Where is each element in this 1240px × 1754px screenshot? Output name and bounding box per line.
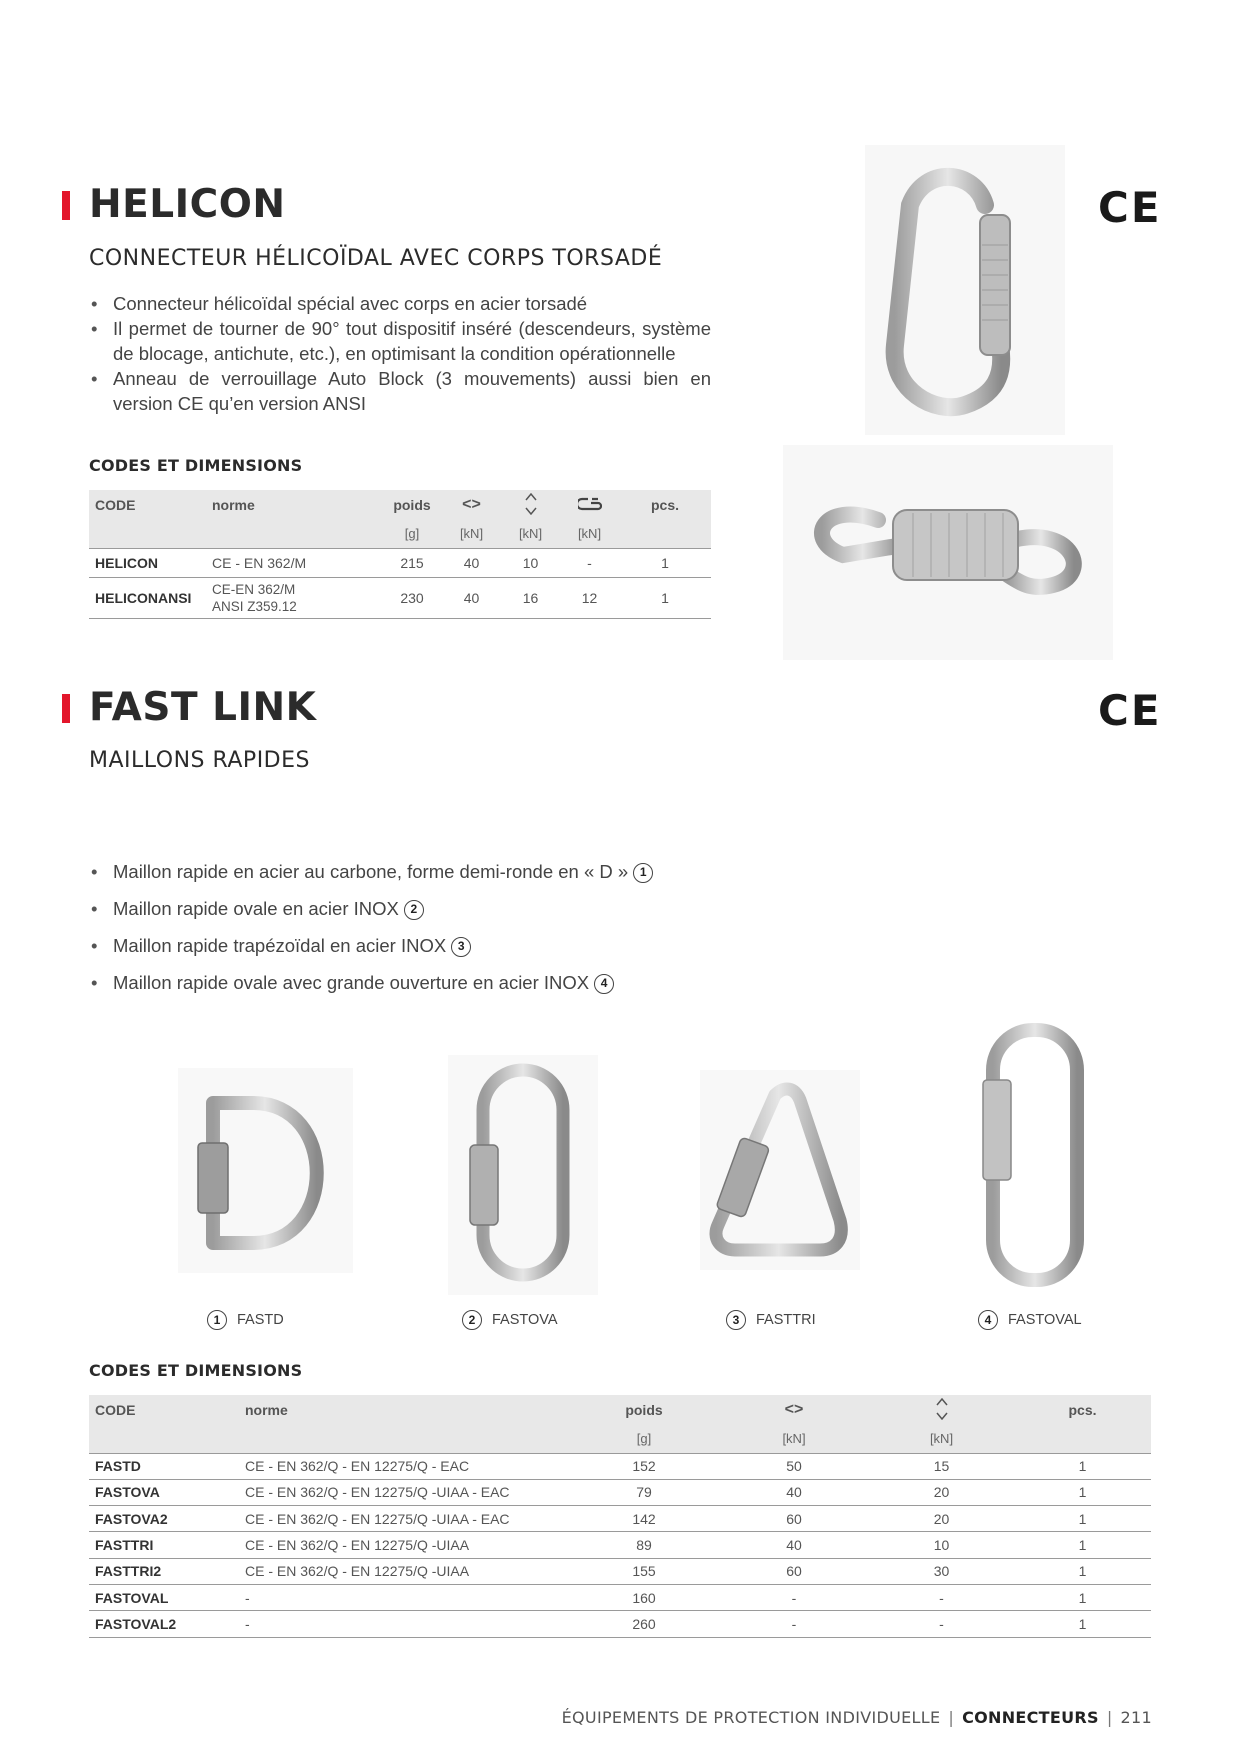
cell-kn: - — [719, 1611, 869, 1637]
cell-norme: CE - EN 362/Q - EN 12275/Q -UIAA — [239, 1558, 569, 1584]
list-item — [89, 890, 789, 927]
cell-norme: CE - EN 362/Q - EN 12275/Q -UIAA — [239, 1532, 569, 1558]
section-title-helicon: HELICON — [89, 182, 286, 227]
cell-norme — [206, 577, 382, 618]
footer-section: ÉQUIPEMENTS DE PROTECTION INDIVIDUELLE — [561, 1708, 941, 1727]
cell-kn: 40 — [719, 1532, 869, 1558]
feature-text: Maillon rapide en acier au carbone, forme demi-ronde en « D » — [113, 861, 629, 882]
cell-norme: CE - EN 362/Q - EN 12275/Q -UIAA - EAC — [239, 1479, 569, 1505]
ce-mark: CE — [1098, 686, 1162, 735]
section-accent-bar — [62, 694, 70, 723]
list-item — [89, 853, 789, 890]
major-axis-icon — [501, 490, 560, 520]
col-header-poids: poids — [393, 497, 431, 513]
col-header-norme: norme — [212, 497, 255, 513]
fastlink-spec-table — [89, 1395, 1151, 1638]
cell-norme: CE - EN 362/Q - EN 12275/Q - EAC — [239, 1453, 569, 1479]
cell-kn: 40 — [442, 548, 501, 577]
section-accent-bar — [62, 191, 70, 220]
major-axis-icon — [869, 1395, 1014, 1425]
product-label: FASTOVAL — [1008, 1312, 1082, 1328]
col-header-pcs: pcs. — [650, 497, 679, 513]
cell-code: HELICONANSI — [89, 577, 206, 618]
table-row — [89, 1611, 1151, 1637]
cell-norme: - — [239, 1611, 569, 1637]
table-row — [89, 548, 711, 577]
norme-line: CE-EN 362/M — [212, 581, 296, 597]
cell-poids: 215 — [382, 548, 442, 577]
cell-pcs: 1 — [1014, 1584, 1151, 1610]
footer-category: CONNECTEURS — [962, 1708, 1099, 1727]
cell-code: FASTOVAL2 — [89, 1611, 239, 1637]
page-number: 211 — [1120, 1708, 1152, 1727]
cell-pcs: 1 — [1014, 1453, 1151, 1479]
fastd-photo — [178, 1068, 353, 1273]
feature-text: Maillon rapide ovale avec grande ouverture en acier INOX — [113, 972, 590, 993]
fastlink-features — [89, 853, 789, 1001]
cell-kn: 30 — [869, 1558, 1014, 1584]
cell-poids: 152 — [569, 1453, 719, 1479]
norme-line: ANSI Z359.12 — [212, 598, 297, 614]
unit-kn: [kN] — [560, 520, 619, 548]
table-row — [89, 577, 711, 618]
item-number-badge: 1 — [207, 1310, 227, 1330]
product-label-fastd — [207, 1310, 284, 1330]
item-number-badge: 1 — [633, 863, 653, 883]
codes-heading: CODES ET DIMENSIONS — [89, 1361, 303, 1380]
cell-kn: 15 — [869, 1453, 1014, 1479]
cell-kn: 10 — [501, 548, 560, 577]
cell-kn: 16 — [501, 577, 560, 618]
helicon-carabiner-side-photo — [783, 445, 1113, 660]
col-header-minor-axis: <> — [462, 496, 481, 513]
cell-pcs: 1 — [1014, 1479, 1151, 1505]
cell-kn: 60 — [719, 1506, 869, 1532]
section-subtitle-fastlink: MAILLONS RAPIDES — [89, 748, 310, 773]
list-item: • Connecteur hélicoïdal spécial avec corps en acier torsadé — [89, 291, 711, 316]
cell-pcs: 1 — [1014, 1506, 1151, 1532]
fasttri-photo — [700, 1070, 860, 1270]
cell-poids: 79 — [569, 1479, 719, 1505]
gate-icon — [560, 490, 619, 520]
col-header-poids: poids — [625, 1402, 663, 1418]
cell-kn: 20 — [869, 1506, 1014, 1532]
cell-kn: 60 — [719, 1558, 869, 1584]
cell-code: FASTOVA — [89, 1479, 239, 1505]
item-number-badge: 2 — [462, 1310, 482, 1330]
ce-mark: CE — [1098, 183, 1162, 232]
cell-code: FASTD — [89, 1453, 239, 1479]
item-number-badge: 4 — [978, 1310, 998, 1330]
cell-poids: 230 — [382, 577, 442, 618]
cell-kn: 20 — [869, 1479, 1014, 1505]
cell-pcs: 1 — [1014, 1611, 1151, 1637]
cell-kn: 10 — [869, 1532, 1014, 1558]
list-item: • Il permet de tourner de 90° tout dispositif inséré (descendeurs, système de blocage, antichute, etc.), en optimisant la condition opérationnelle — [89, 316, 711, 366]
cell-kn: - — [719, 1584, 869, 1610]
cell-norme: CE - EN 362/M — [206, 548, 382, 577]
cell-kn: 40 — [442, 577, 501, 618]
cell-poids: 142 — [569, 1506, 719, 1532]
item-number-badge: 2 — [404, 900, 424, 920]
fastoval-photo — [975, 1020, 1095, 1288]
table-row — [89, 1479, 1151, 1505]
cell-poids: 260 — [569, 1611, 719, 1637]
table-row — [89, 1532, 1151, 1558]
cell-kn: - — [560, 548, 619, 577]
table-row — [89, 1506, 1151, 1532]
col-header-minor-axis: <> — [784, 1401, 804, 1418]
cell-kn: - — [869, 1584, 1014, 1610]
section-subtitle-helicon: CONNECTEUR HÉLICOÏDAL AVEC CORPS TORSADÉ — [89, 246, 663, 271]
codes-heading: CODES ET DIMENSIONS — [89, 456, 303, 475]
unit-kn: [kN] — [869, 1425, 1014, 1453]
product-label-fastova — [462, 1310, 558, 1330]
unit-poids: [g] — [569, 1425, 719, 1453]
unit-poids: [g] — [382, 520, 442, 548]
product-label: FASTD — [237, 1312, 284, 1328]
cell-pcs: 1 — [1014, 1558, 1151, 1584]
cell-code: FASTTRI2 — [89, 1558, 239, 1584]
unit-kn: [kN] — [719, 1425, 869, 1453]
cell-kn: 12 — [560, 577, 619, 618]
unit-kn: [kN] — [501, 520, 560, 548]
product-label: FASTOVA — [492, 1312, 558, 1328]
table-row — [89, 1584, 1151, 1610]
item-number-badge: 4 — [594, 974, 614, 994]
item-number-badge: 3 — [451, 937, 471, 957]
fastova-photo — [448, 1055, 598, 1295]
table-row — [89, 1558, 1151, 1584]
helicon-features — [89, 291, 711, 416]
helicon-spec-table — [89, 490, 711, 619]
list-item — [89, 927, 789, 964]
cell-pcs: 1 — [619, 548, 711, 577]
cell-kn: - — [869, 1611, 1014, 1637]
cell-pcs: 1 — [619, 577, 711, 618]
cell-kn: 50 — [719, 1453, 869, 1479]
cell-kn: 40 — [719, 1479, 869, 1505]
cell-norme: - — [239, 1584, 569, 1610]
col-header-pcs: pcs. — [1068, 1402, 1097, 1418]
page-footer: ÉQUIPEMENTS DE PROTECTION INDIVIDUELLE | CONNECTEURS | 211 — [561, 1708, 1152, 1727]
col-header-norme: norme — [245, 1402, 288, 1418]
cell-poids: 89 — [569, 1532, 719, 1558]
cell-code: FASTTRI — [89, 1532, 239, 1558]
feature-text: Maillon rapide trapézoïdal en acier INOX — [113, 935, 447, 956]
table-row — [89, 1453, 1151, 1479]
col-header-code: CODE — [95, 497, 136, 513]
cell-pcs: 1 — [1014, 1532, 1151, 1558]
feature-text: Maillon rapide ovale en acier INOX — [113, 898, 399, 919]
cell-poids: 160 — [569, 1584, 719, 1610]
cell-code: HELICON — [89, 548, 206, 577]
cell-norme: CE - EN 362/Q - EN 12275/Q -UIAA - EAC — [239, 1506, 569, 1532]
unit-kn: [kN] — [442, 520, 501, 548]
product-label-fastoval — [978, 1310, 1082, 1330]
list-item: • Anneau de verrouillage Auto Block (3 mouvements) aussi bien en version CE qu’en version ANSI — [89, 366, 711, 416]
product-label: FASTTRI — [756, 1312, 816, 1328]
item-number-badge: 3 — [726, 1310, 746, 1330]
cell-poids: 155 — [569, 1558, 719, 1584]
list-item — [89, 964, 789, 1001]
section-title-fastlink: FAST LINK — [89, 685, 317, 730]
cell-code: FASTOVA2 — [89, 1506, 239, 1532]
product-label-fasttri — [726, 1310, 816, 1330]
cell-code: FASTOVAL — [89, 1584, 239, 1610]
col-header-code: CODE — [95, 1402, 136, 1418]
helicon-carabiner-photo — [865, 145, 1065, 435]
